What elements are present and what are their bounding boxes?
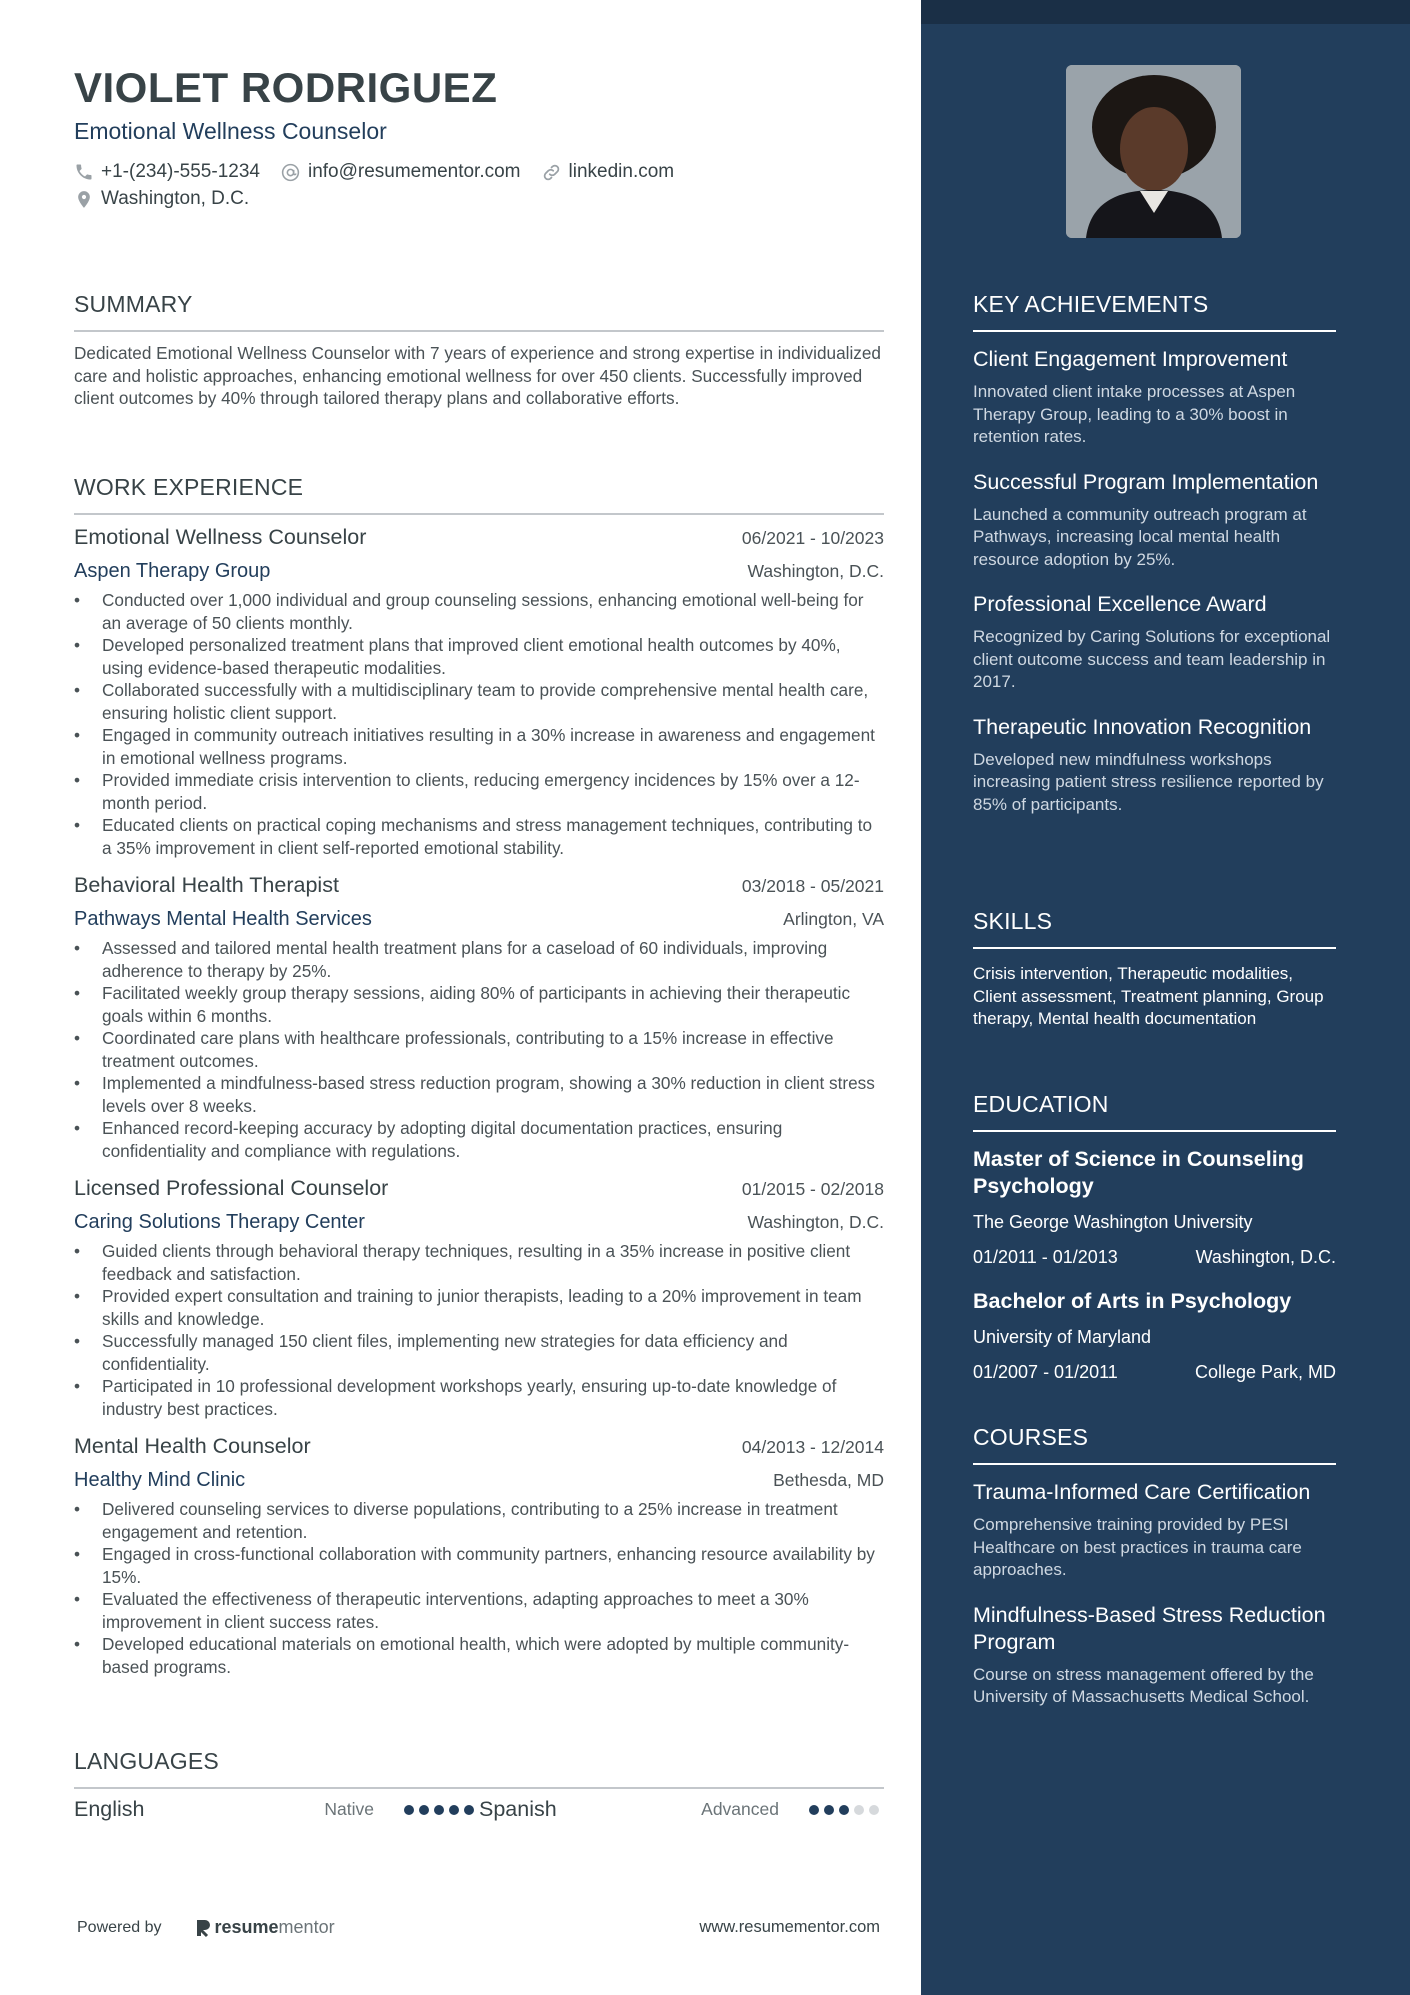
course-item [973,1602,1336,1709]
contact-phone[interactable] [74,161,260,183]
powered-by-label: Powered by [77,1918,162,1936]
achievement-title: Therapeutic Innovation Recognition [973,714,1312,739]
powered-by [74,1917,335,1938]
job-bullet: • Enhanced record-keeping accuracy by adopting digital documentation practices, ensuring confidentiality and compliance with regulations. [74,1117,884,1162]
course-title: Trauma-Informed Care Certification [973,1480,1311,1504]
achievement-desc: Innovated client intake processes at Aspen Therapy Group, leading to a 30% boost in retention rates. [973,382,1296,446]
job-bullet: • Educated clients on practical coping mechanisms and stress management techniques, contributing to a 35% improvement in client self-reported emotional stability. [74,814,884,859]
rating-dot-filled [449,1805,459,1815]
job-bullet: • Evaluated the effectiveness of therapeutic interventions, adapting approaches to meet a 30% improvement in client success rates. [74,1588,884,1633]
course-desc: Comprehensive training provided by PESI Healthcare on best practices in trauma care approaches. [973,1515,1302,1579]
language-item [74,1797,479,1822]
job-title: Behavioral Health Therapist [74,873,339,897]
education-dates: 01/2007 - 01/2011 [973,1362,1118,1382]
job-bullet: • Coordinated care plans with healthcare professionals, contributing to a 15% increase in effective treatment outcomes. [74,1027,884,1072]
link-icon [541,162,562,183]
rating-dot-filled [839,1805,849,1815]
job-entry [74,525,884,859]
job-location: Washington, D.C. [747,1212,884,1232]
location-row [74,188,269,210]
job-bullet: • Participated in 10 professional development workshops yearly, ensuring up-to-date knowledge of industry best practices. [74,1375,884,1420]
languages-heading: LANGUAGES [74,1748,884,1789]
candidate-name: VIOLET RODRIGUEZ [74,64,498,111]
course-item [973,1479,1336,1582]
contact-row [74,161,694,183]
job-bullet: • Successfully managed 150 client files, implementing new strategies for data efficiency and confidentiality. [74,1330,884,1375]
contact-linkedin[interactable] [541,161,675,183]
job-entry [74,1176,884,1420]
education-heading: EDUCATION [973,1091,1336,1132]
rating-dot-empty [869,1805,879,1815]
experience-heading: WORK EXPERIENCE [74,474,884,515]
achievement-title: Professional Excellence Award [973,592,1267,616]
education-item [973,1288,1336,1383]
education-degree: Bachelor of Arts in Psychology [973,1289,1292,1313]
courses-heading: COURSES [973,1424,1336,1465]
education-location: Washington, D.C. [1195,1247,1336,1267]
rating-dot-filled [419,1805,429,1815]
contact-email[interactable] [280,161,521,183]
job-bullets [74,937,884,1162]
linkedin-text: linkedin.com [568,161,675,182]
phone-icon [74,162,94,182]
achievement-title: Client Engagement Improvement [973,347,1288,371]
language-name: Spanish [479,1797,557,1821]
job-bullets [74,589,884,859]
rating-dot-filled [824,1805,834,1815]
education-school: University of Maryland [973,1327,1152,1347]
achievements-heading: KEY ACHIEVEMENTS [973,291,1336,332]
education-degree: Master of Science in Counseling Psychology [973,1147,1304,1198]
language-level: Advanced [701,1799,779,1819]
email-text: info@resumementor.com [307,161,521,182]
candidate-role: Emotional Wellness Counselor [74,118,387,144]
job-bullet: • Delivered counseling services to diverse populations, contributing to a 25% increase in treatment engagement and retention. [74,1498,884,1543]
education-section [973,1091,1336,1403]
achievement-desc: Launched a community outreach program at Pathways, increasing local mental health resource adoption by 25%. [973,504,1307,569]
job-list [74,525,884,1692]
job-company: Aspen Therapy Group [74,560,271,582]
job-bullet: • Assessed and tailored mental health treatment plans for a caseload of 60 individuals, improving adherence to therapy by 25%. [74,937,884,982]
job-location: Bethesda, MD [773,1470,884,1490]
job-title: Emotional Wellness Counselor [74,525,367,549]
portrait-image [1066,65,1241,238]
language-item [479,1797,884,1822]
achievement-desc: Developed new mindfulness workshops increasing patient stress resilience reported by 85% of participants. [973,749,1324,814]
language-level: Native [324,1799,374,1819]
job-location: Arlington, VA [783,909,884,929]
achievement-item [973,714,1336,817]
job-bullet: • Developed personalized treatment plans that improved client emotional health outcomes by 40%, using evidence-based therapeutic modalities. [74,634,884,679]
job-location: Washington, D.C. [747,561,884,581]
summary-text: Dedicated Emotional Wellness Counselor with 7 years of experience and strong expertise in individualized care and holistic approaches, enhancing emotional wellness for over 450 clients. Successfully improved client outcomes by 40% through tailored therapy plans and collaborative efforts. [74,343,881,408]
contact-location [74,188,249,210]
skills-text: Crisis intervention, Therapeutic modalities, Client assessment, Treatment planning, Group therapy, Mental health documentation [973,964,1324,1028]
job-entry [74,1434,884,1678]
rating-dot-empty [854,1805,864,1815]
sidebar [921,0,1410,1995]
job-entry [74,873,884,1162]
footer [74,1917,884,1938]
job-bullets [74,1240,884,1420]
courses-section [973,1424,1336,1729]
education-school: The George Washington University [973,1212,1253,1232]
brand-logo[interactable] [194,1917,335,1938]
language-name: English [74,1797,145,1821]
job-bullet: • Provided immediate crisis intervention to clients, reducing emergency incidences by 15% over a 12-month period. [74,769,884,814]
brand-name-strong: resume [214,1917,279,1937]
job-bullet: • Guided clients through behavioral therapy techniques, resulting in a 35% increase in positive client feedback and satisfaction. [74,1240,884,1285]
job-company: Healthy Mind Clinic [74,1469,246,1491]
resumementor-logo-icon [194,1918,212,1938]
job-bullet: • Collaborated successfully with a multidisciplinary team to provide comprehensive mental health care, ensuring holistic client support. [74,679,884,724]
job-title: Licensed Professional Counselor [74,1176,389,1200]
job-bullet: • Facilitated weekly group therapy sessions, aiding 80% of participants in achieving their therapeutic goals within 6 months. [74,982,884,1027]
job-bullet: • Engaged in community outreach initiatives resulting in a 30% increase in awareness and engagement in emotional wellness programs. [74,724,884,769]
job-company: Pathways Mental Health Services [74,908,372,930]
job-dates: 06/2021 - 10/2023 [741,528,884,548]
job-bullet: • Developed educational materials on emotional health, which were adopted by multiple community-based programs. [74,1633,884,1678]
achievement-title: Successful Program Implementation [973,469,1319,494]
rating-dot-filled [464,1805,474,1815]
achievement-desc: Recognized by Caring Solutions for exceptional client outcome success and team leadership in 2017. [973,627,1331,691]
achievement-item [973,346,1336,449]
job-dates: 04/2013 - 12/2014 [741,1437,884,1457]
job-title: Mental Health Counselor [74,1434,311,1458]
rating-dot-filled [809,1805,819,1815]
phone-text: +1-(234)-555-1234 [101,161,260,182]
sidebar-top-bar [921,0,1410,24]
language-rating [809,1805,884,1815]
skills-heading: SKILLS [973,908,1336,949]
education-item [973,1146,1336,1268]
job-bullet: • Engaged in cross-functional collaboration with community partners, enhancing resource availability by 15%. [74,1543,884,1588]
job-company: Caring Solutions Therapy Center [74,1211,365,1233]
job-dates: 01/2015 - 02/2018 [741,1179,884,1199]
job-bullet: • Implemented a mindfulness-based stress reduction program, showing a 30% reduction in client stress levels over 8 weeks. [74,1072,884,1117]
language-rating [404,1805,479,1815]
website-link[interactable]: www.resumementor.com [699,1918,880,1936]
education-dates: 01/2011 - 01/2013 [973,1247,1118,1267]
rating-dot-filled [404,1805,414,1815]
location-text: Washington, D.C. [101,188,250,209]
at-sign-icon [280,162,301,183]
job-bullets [74,1498,884,1678]
course-title: Mindfulness-Based Stress Reduction Program [973,1602,1326,1654]
map-pin-icon [74,189,94,210]
profile-photo [1066,65,1241,238]
job-dates: 03/2018 - 05/2021 [741,876,884,896]
achievement-item [973,469,1336,572]
education-location: College Park, MD [1194,1362,1336,1382]
achievement-item [973,591,1336,694]
rating-dot-filled [434,1805,444,1815]
languages-row [74,1797,884,1822]
skills-section [973,908,1336,1031]
job-bullet: • Provided expert consultation and training to junior therapists, leading to a 20% improvement in team skills and knowledge. [74,1285,884,1330]
job-bullet: • Conducted over 1,000 individual and group counseling sessions, enhancing emotional well-being for an average of 50 clients monthly. [74,589,884,634]
achievements-section [973,291,1336,836]
brand-name-light: mentor [278,1917,335,1937]
summary-heading: SUMMARY [74,291,884,332]
course-desc: Course on stress management offered by the University of Massachusetts Medical School. [973,1664,1314,1706]
